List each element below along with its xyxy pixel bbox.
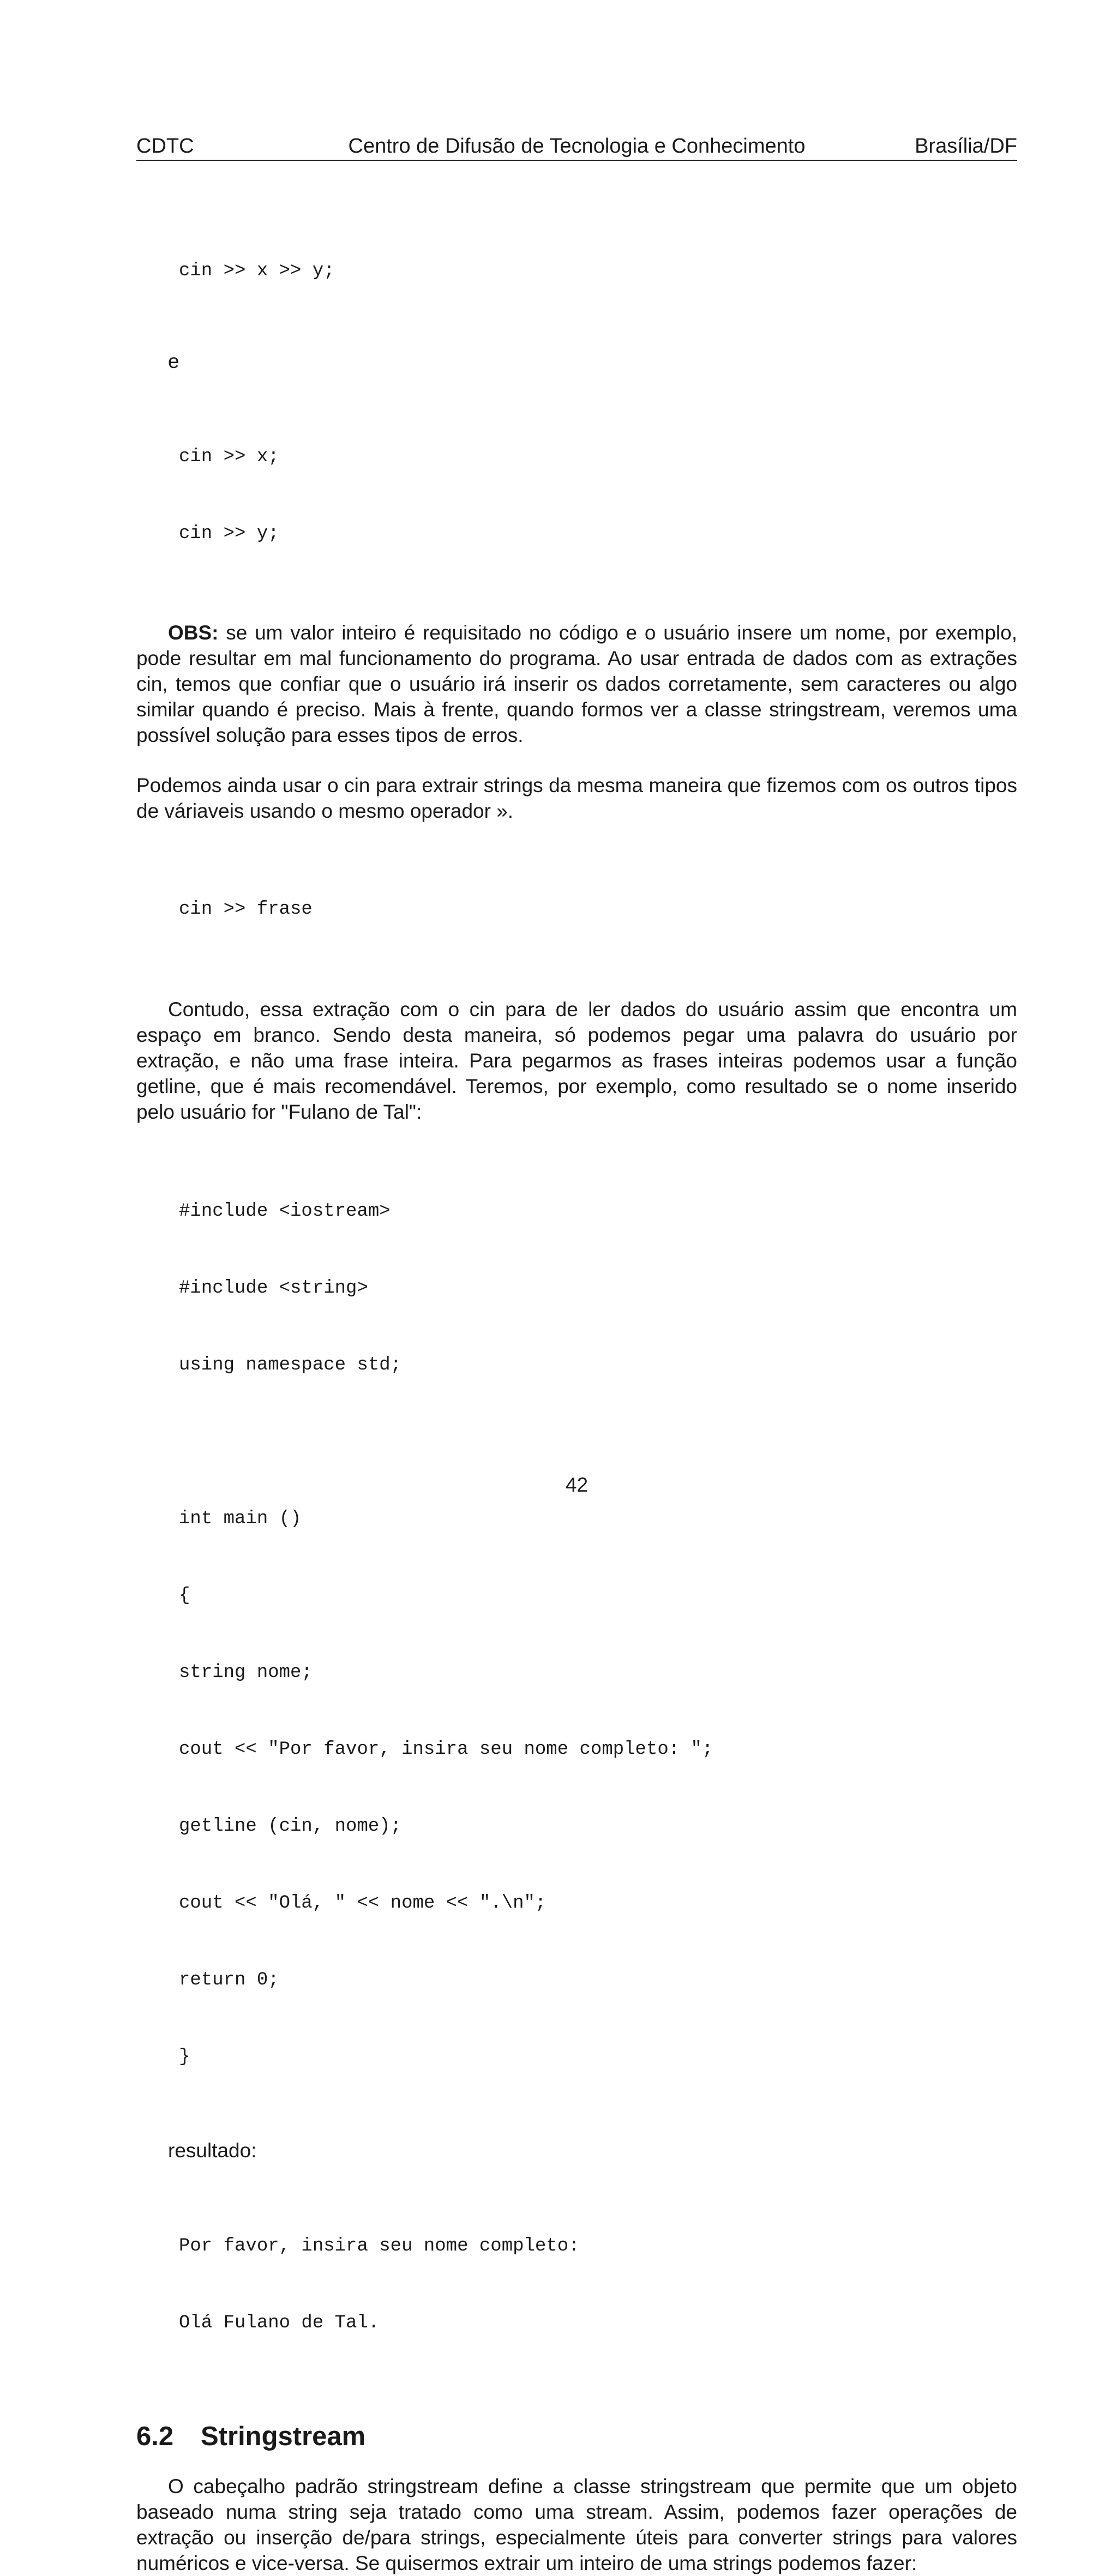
- code-line: }: [179, 2047, 190, 2067]
- header-left: CDTC: [136, 135, 194, 158]
- code-line: cin >> frase: [179, 899, 313, 920]
- page-content: [136, 207, 1017, 2576]
- code-block-1: [179, 207, 1017, 335]
- code-line: using namespace std;: [179, 1355, 402, 1376]
- code-block-5: [179, 2182, 1017, 2387]
- obs-paragraph: [136, 620, 1017, 748]
- page-number: 42: [565, 1474, 588, 1496]
- code-line: cin >> y;: [179, 523, 279, 544]
- section-heading: [136, 2420, 1017, 2453]
- obs-label: OBS:: [168, 622, 219, 644]
- paragraph-4: O cabeçalho padrão stringstream define a classe stringstream que permite que um objeto baseado numa string seja tratado como uma stream. Assim, podemos fazer operações de extração ou inserção de/para strings, especialmente úteis para converter strings para valores numéricos e vice-versa. Se quisermos extrair um inteiro de uma strings podemos fazer:: [136, 2475, 1017, 2574]
- section-number: 6.2: [136, 2422, 174, 2451]
- code-line: Olá Fulano de Tal.: [179, 2313, 380, 2333]
- code-line: cout << "Olá, " << nome << ".\n";: [179, 1893, 547, 1914]
- code-line: int main (): [179, 1509, 302, 1529]
- header-center: Centro de Difusão de Tecnologia e Conhecimento: [348, 135, 806, 158]
- header-right: Brasília/DF: [915, 135, 1017, 158]
- code-block-2: [179, 393, 1017, 598]
- code-line: getline (cin, nome);: [179, 1816, 402, 1837]
- code-line: #include <string>: [179, 1278, 368, 1299]
- paragraph-3: Contudo, essa extração com o cin para de ler dados do usuário assim que encontra um espaço em branco. Sendo desta maneira, só podemos pegar uma palavra do usuário por extração, e não uma frase inteira. Para pegarmos as frases inteiras podemos usar a função getline, que é mais recomendável. Teremos, por exemplo, como resultado se o nome inserido pelo usuário for "Fulano de Tal":: [136, 998, 1017, 1123]
- code-line: cin >> x;: [179, 447, 279, 467]
- code-line: #include <iostream>: [179, 1201, 391, 1222]
- document-page: [136, 0, 1017, 2574]
- code-block-4: [179, 1148, 1017, 2121]
- code-line: {: [179, 1585, 190, 1606]
- word-e: e: [168, 350, 179, 372]
- paragraph-2: Podemos ainda usar o cin para extrair strings da mesma maneira que fizemos com os outros tipos de váriaveis usando o mesmo operador ».: [136, 774, 1017, 822]
- code-line: Por favor, insira seu nome completo:: [179, 2236, 580, 2257]
- code-line: [179, 1429, 1017, 1455]
- obs-text: se um valor inteiro é requisitado no código e o usuário insere um nome, por exemplo, pode resultar em mal funcionamento do programa. Ao usar entrada de dados com as extrações cin, temos que confiar que o usuário irá inserir os dados corretamente, sem caracteres ou algo similar quando é preciso. Mais à frente, quando formos ver a classe stringstream, veremos uma possível solução para esses tipos de erros.: [136, 622, 1017, 746]
- section-title: Stringstream: [201, 2422, 366, 2451]
- code-block-3: [179, 846, 1017, 974]
- resultado-label: resultado:: [168, 2139, 257, 2162]
- code-line: cout << "Por favor, insira seu nome completo: ";: [179, 1739, 713, 1760]
- code-line: cin >> x >> y;: [179, 261, 335, 281]
- page-header: [136, 132, 1017, 161]
- code-line: string nome;: [179, 1662, 313, 1683]
- code-line: return 0;: [179, 1970, 279, 1990]
